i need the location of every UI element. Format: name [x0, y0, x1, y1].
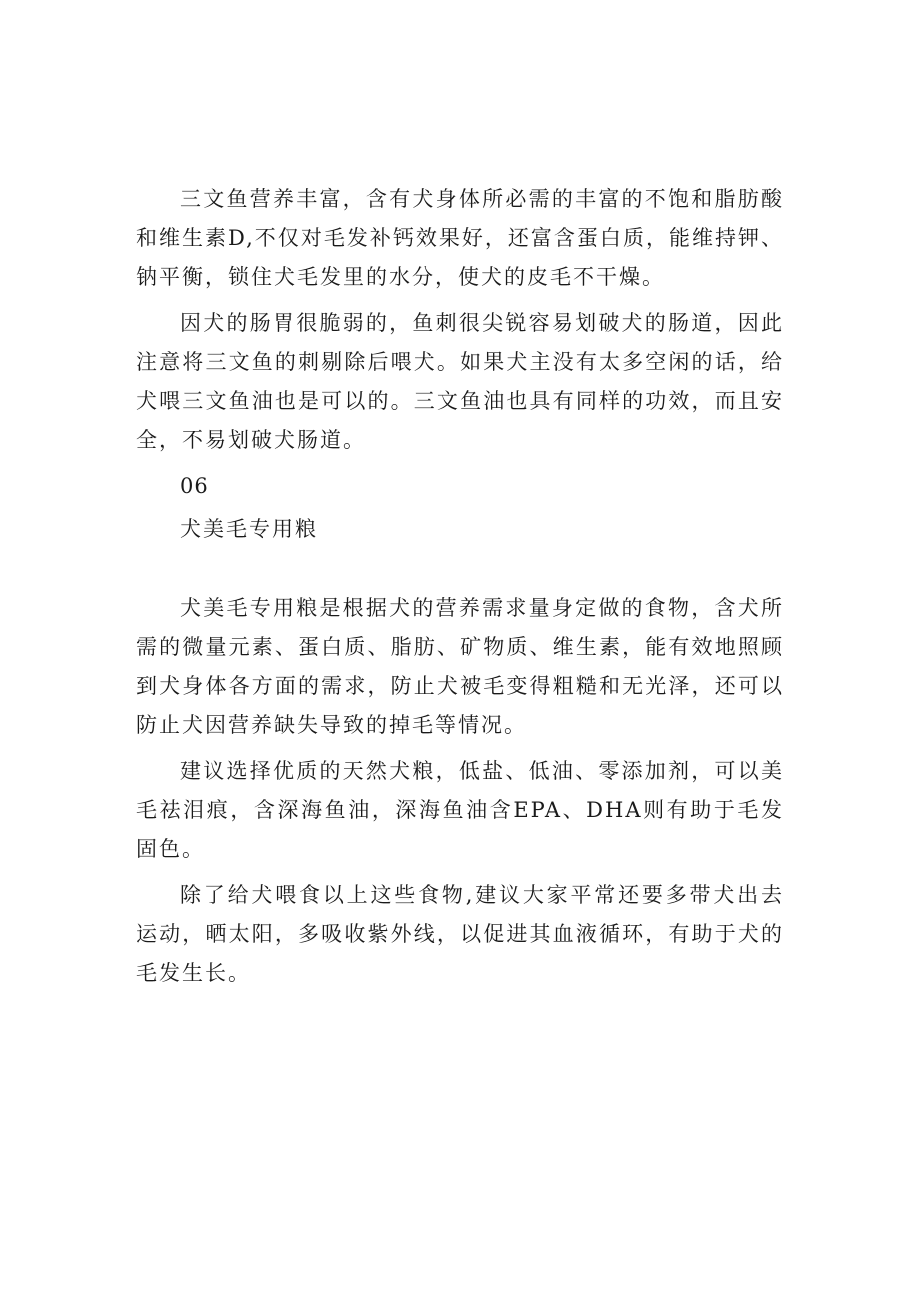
paragraph-salmon-nutrition: 三文鱼营养丰富，含有犬身体所必需的丰富的不饱和脂肪酸和维生素D,不仅对毛发补钙效果好，还富含蛋白质，能维持钾、钠平衡，锁住犬毛发里的水分，使犬的皮毛不干燥。	[136, 187, 784, 289]
paragraph-exercise-advice: 除了给犬喂食以上这些食物,建议大家平常还要多带犬出去运动，晒太阳，多吸收紫外线，以促进其血液循环，有助于犬的毛发生长。	[136, 883, 784, 985]
document-body	[136, 180, 784, 1000]
paragraph-special-food: 犬美毛专用粮是根据犬的营养需求量身定做的食物，含犬所需的微量元素、蛋白质、脂肪、矿物质、维生素，能有效地照顾到犬身体各方面的需求，防止犬被毛变得粗糙和无光泽，还可以防止犬因营养缺失导致的掉毛等情况。	[136, 596, 784, 737]
section-title: 犬美毛专用粮	[180, 517, 318, 541]
section-number: 06	[180, 474, 209, 498]
blank-line	[136, 549, 784, 589]
paragraph-natural-food-advice: 建议选择优质的天然犬粮，低盐、低油、零添加剂，可以美毛祛泪痕，含深海鱼油，深海鱼油含EPA、DHA则有助于毛发固色。	[136, 759, 784, 861]
paragraph-salmon-bones: 因犬的肠胃很脆弱的，鱼刺很尖锐容易划破犬的肠道，因此注意将三文鱼的刺剔除后喂犬。如果犬主没有太多空闲的话，给犬喂三文鱼油也是可以的。三文鱼油也具有同样的功效，而且安全，不易划破犬肠道。	[136, 311, 784, 452]
